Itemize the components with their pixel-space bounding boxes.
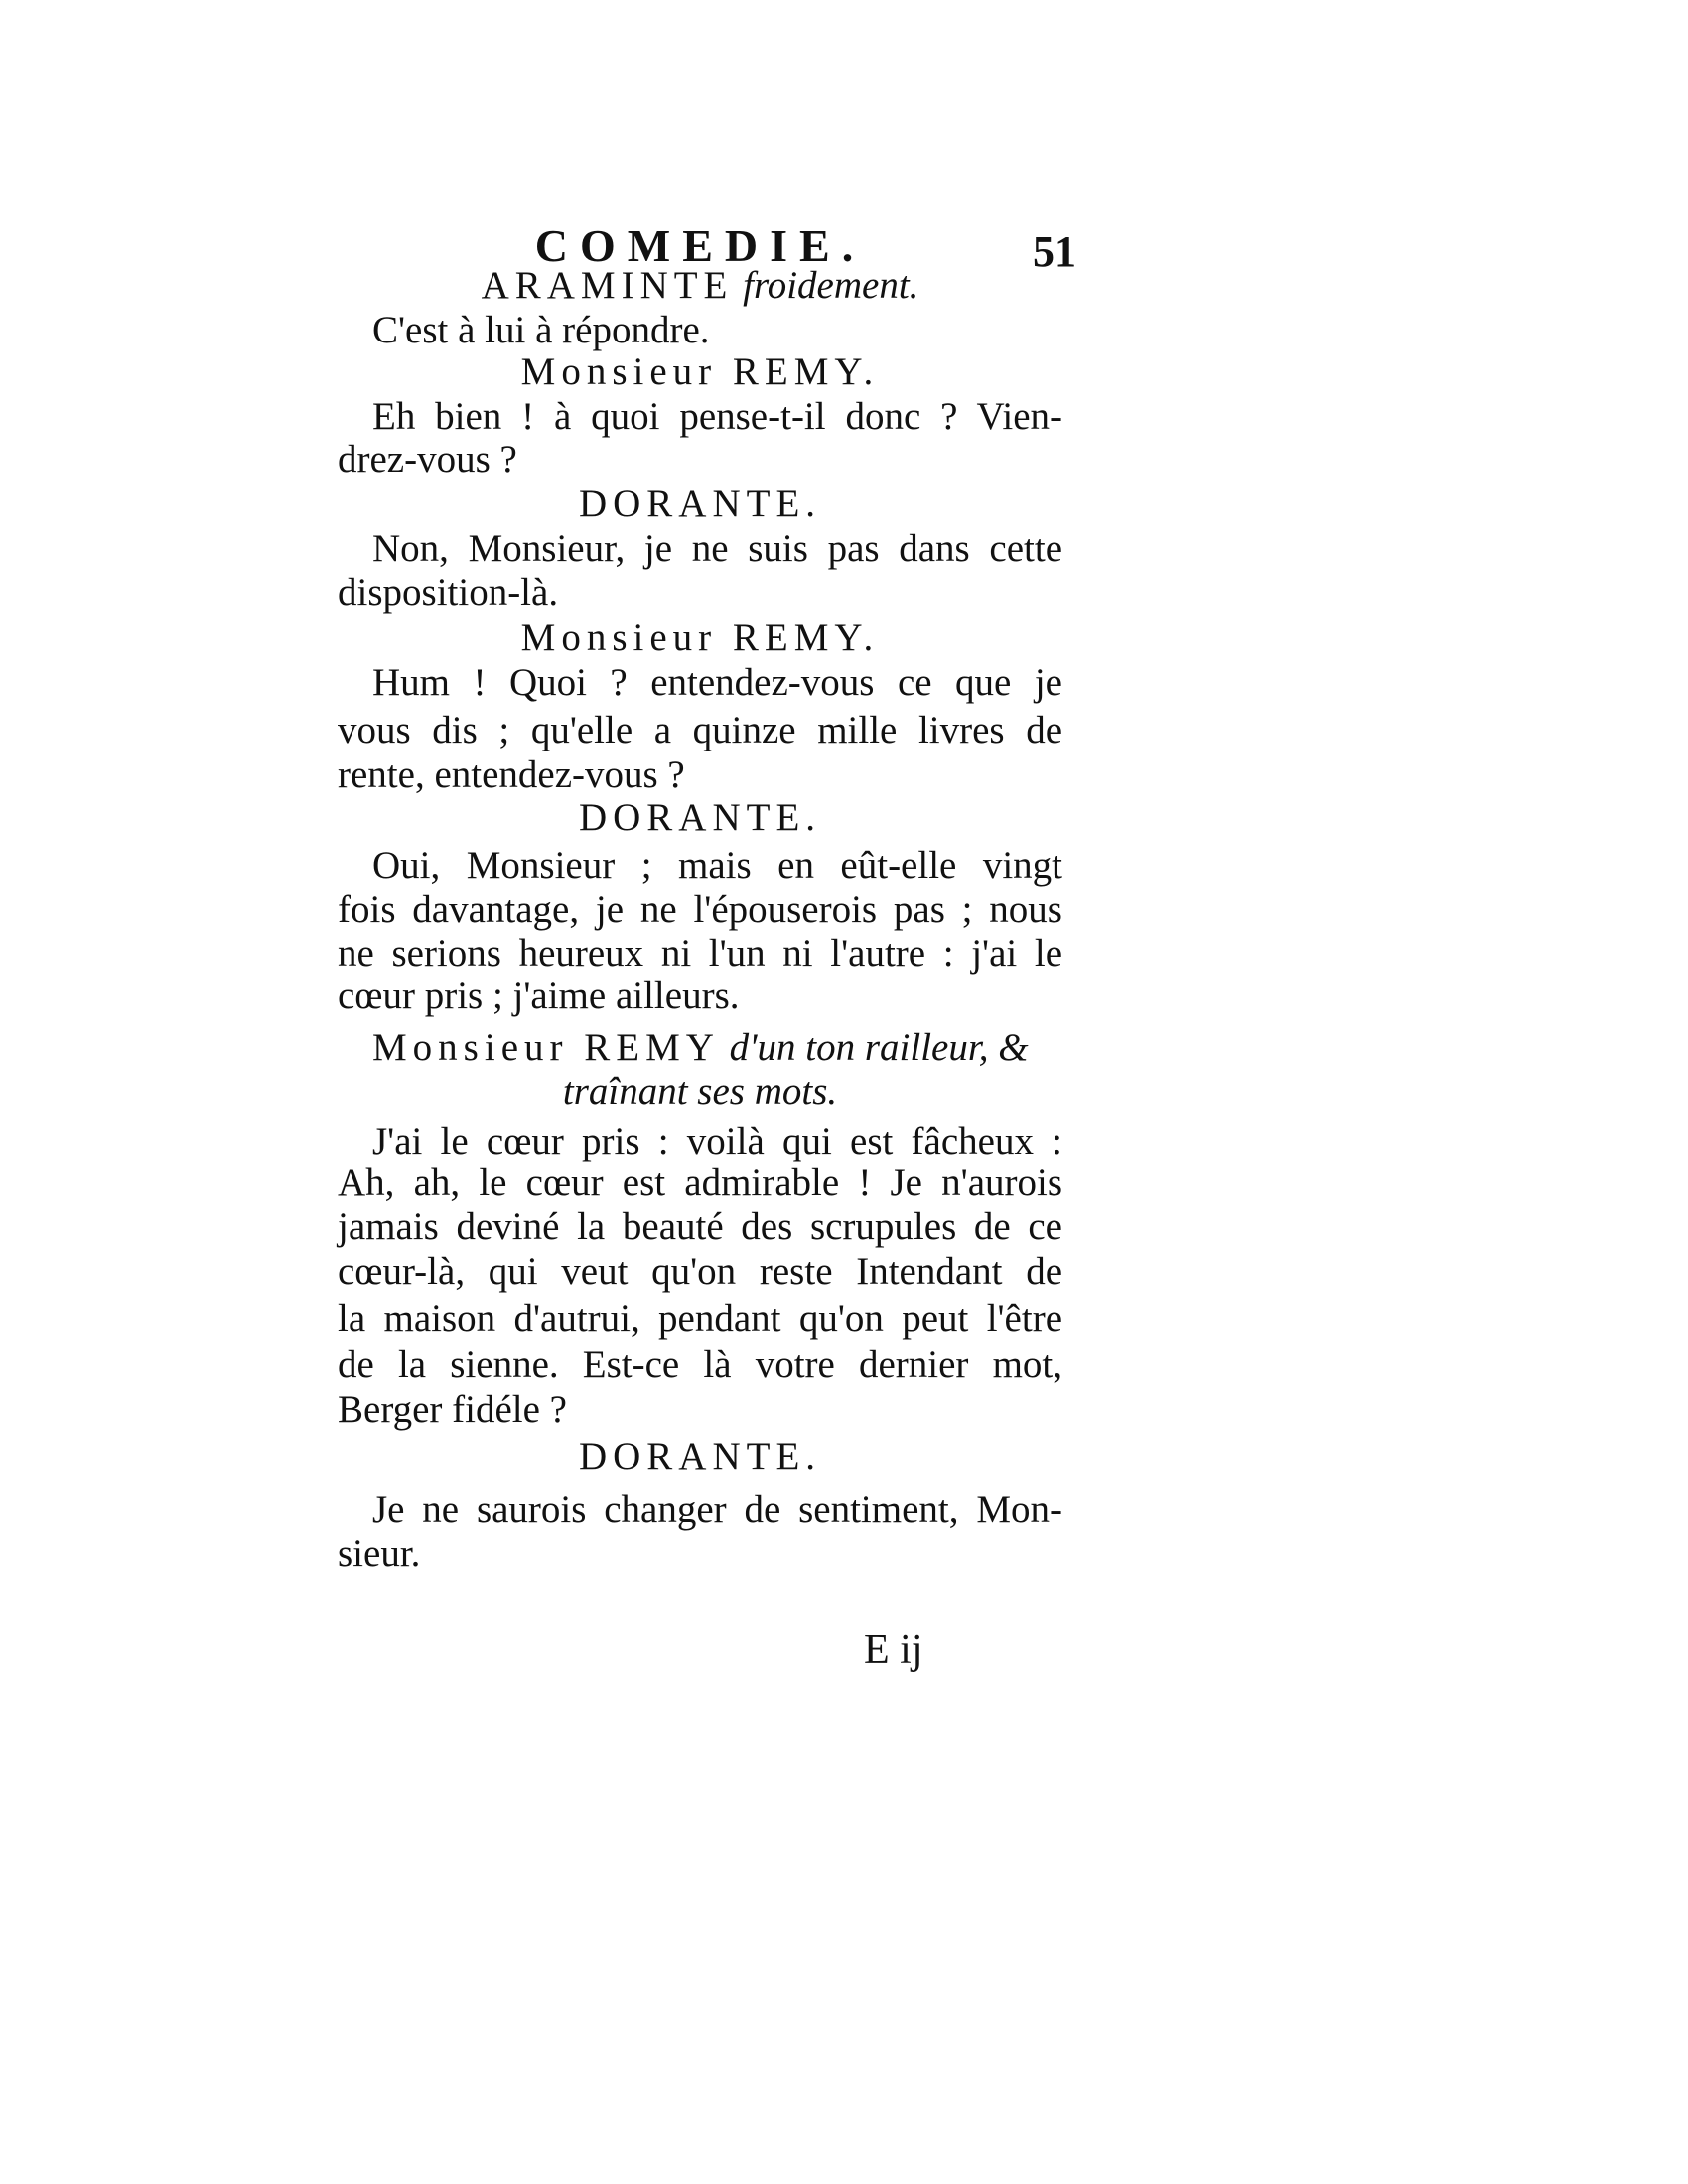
text-line: Je ne saurois changer de sentiment, Mon- [372, 1488, 1062, 1531]
text-line: C'est à lui à répondre. [372, 309, 710, 351]
speaker-heading [372, 1025, 1062, 1071]
text-line: J'ai le cœur pris : voilà qui est fâcheux : [372, 1120, 1062, 1162]
header-title: COMEDIE. [534, 220, 866, 271]
text-line: cœur-là, qui veut qu'on reste Intendant de [338, 1250, 1062, 1293]
stage-direction: traînant ses mots. [562, 1070, 838, 1113]
page-number: 51 [1033, 227, 1076, 276]
text-line: Non, Monsieur, je ne suis pas dans cette [372, 527, 1062, 570]
text-line: jamais deviné la beauté des scrupules de ce [338, 1205, 1062, 1248]
text-line: rente, entendez-vous ? [338, 753, 685, 796]
text-line: Hum ! Quoi ? entendez-vous ce que je [372, 661, 1062, 704]
speaker-heading [338, 263, 1062, 309]
speaker-heading: DORANTE. [578, 482, 822, 525]
text-line: Oui, Monsieur ; mais en eût-elle vingt [372, 844, 1062, 887]
speaker-heading: DORANTE. [578, 796, 822, 839]
text-line: de la sienne. Est-ce là votre dernier mot, [338, 1343, 1062, 1386]
speaker-heading: DORANTE. [578, 1435, 822, 1478]
text-line: vous dis ; qu'elle a quinze mille livres de [338, 709, 1062, 751]
text-line: disposition-là. [338, 571, 559, 614]
text-line: cœur pris ; j'aime ailleurs. [338, 974, 740, 1017]
text-line: fois davantage, je ne l'épouserois pas ; nous [338, 888, 1062, 931]
text-line: Berger fidéle ? [338, 1388, 567, 1431]
text-line: la maison d'autrui, pendant qu'on peut l'être [338, 1297, 1062, 1340]
text-line: sieur. [338, 1532, 421, 1574]
speaker-name: ARAMINTE [481, 264, 734, 307]
speaker-heading: Monsieur REMY. [520, 350, 880, 393]
text-line: drez-vous ? [338, 438, 517, 480]
text-line: Ah, ah, le cœur est admirable ! Je n'aurois [338, 1161, 1062, 1204]
text-line: Eh bien ! à quoi pense-t-il donc ? Vien- [372, 395, 1062, 438]
signature-mark: E ij [864, 1627, 923, 1673]
text-line: ne serions heureux ni l'un ni l'autre : j'ai le [338, 932, 1062, 975]
speaker-heading: Monsieur REMY. [520, 616, 880, 659]
stage-direction: d'un ton railleur, & [729, 1026, 1029, 1069]
stage-direction: froidement. [743, 264, 919, 307]
speaker-name: Monsieur REMY [372, 1026, 720, 1069]
